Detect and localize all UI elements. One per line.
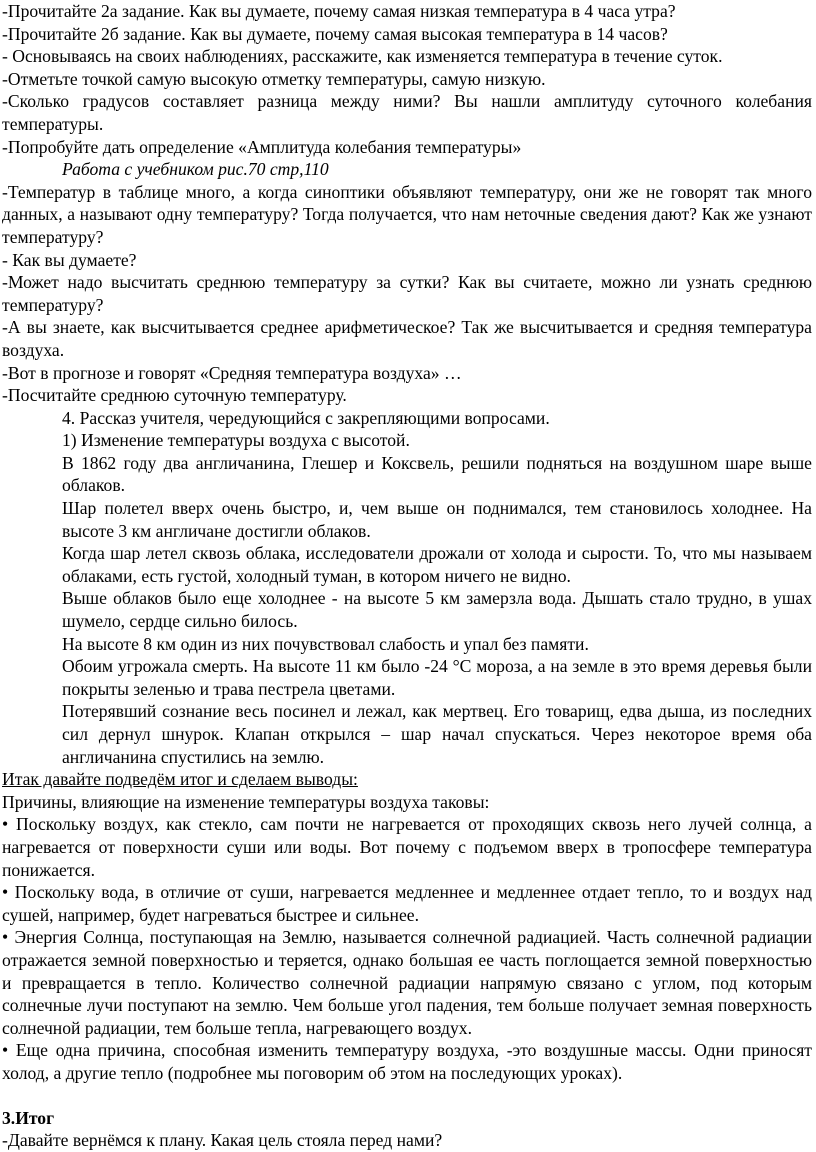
story-paragraph: Когда шар летел сквозь облака, исследователи дрожали от холода и сырости. То, что мы называем облаками, есть густой, холодный туман, в котором ничего не видно. [62,543,812,586]
section-heading: 3.Итог [2,1107,55,1128]
paragraph: - Основываясь на своих наблюдениях, расскажите, как изменяется температура в течение суток. [2,46,723,67]
paragraph: -Температур в таблице много, а когда синоптики объявляют температуру, они же не говорят так много данных, а называют одну температуру? Тогда получается, что нам неточные сведения дают? Как же узнают температуру? [2,181,812,247]
paragraph: -Сколько градусов составляет разница между ними? Вы нашли амплитуду суточного колебания температуры. [2,91,812,134]
story-paragraph: На высоте 8 км один из них почувствовал слабость и упал без памяти. [62,633,589,654]
story-paragraph: Обоим угрожала смерть. На высоте 11 км было -24 °С мороза, а на земле в это время деревья были покрыты зеленью и трава пестрела цветами. [62,656,812,699]
conclusion-paragraph: • Поскольку вода, в отличие от суши, нагревается медленнее и медленнее отдает тепло, то и воздух над сушей, например, будет нагреваться быстрее и сильнее. [2,882,812,925]
paragraph: -Может надо высчитать среднюю температуру за сутки? Как вы считаете, можно ли узнать среднюю температуру? [2,272,812,315]
paragraph: -Вот в прогнозе и говорят «Средняя температура воздуха» … [2,362,462,383]
story-paragraph: 4. Рассказ учителя, чередующийся с закрепляющими вопросами. [62,407,550,428]
story-paragraph: Шар полетел вверх очень быстро, и, чем выше он поднимался, тем становилось холоднее. На высоте 3 км англичане достигли облаков. [62,498,812,541]
conclusion-paragraph: • Еще одна причина, способная изменить температуру воздуха, -это воздушные массы. Одни приносят холод, а другие тепло (подробнее мы поговорим об этом на последующих уроках). [2,1040,812,1083]
paragraph: -Прочитайте 2б задание. Как вы думаете, почему самая высокая температура в 14 часов? [2,23,668,44]
paragraph: -Попробуйте дать определение «Амплитуда колебания температуры» [2,136,522,157]
conclusion-paragraph: • Поскольку воздух, как стекло, сам почти не нагревается от проходящих сквозь него лучей солнца, а нагревается от поверхности суши или воды. Вот почему с подъемом вверх в тропосфере температура понижается. [2,814,812,880]
blank-line [2,1085,812,1107]
paragraph: - Как вы думаете? [2,249,137,270]
paragraph: -Посчитайте среднюю суточную температуру. [2,385,347,406]
paragraph: -А вы знаете, как высчитывается среднее арифметическое? Так же высчитывается и средняя температура воздуха. [2,317,812,360]
story-paragraph: 1) Изменение температуры воздуха с высотой. [62,430,410,451]
paragraph: -Отметьте точкой самую высокую отметку температуры, самую низкую. [2,68,546,89]
conclusion-paragraph: Причины, влияющие на изменение температуры воздуха таковы: [2,791,490,812]
story-paragraph: Потерявший сознание весь посинел и лежал, как мертвец. Его товарищ, едва дыша, из последних сил дернул шнурок. Клапан открылся – шар начал спускаться. Через некоторое время оба англичанина спустились на землю. [62,701,812,767]
paragraph: -Прочитайте 2а задание. Как вы думаете, почему самая низкая температура в 4 часа утра? [2,1,676,21]
final-paragraph: -Давайте вернёмся к плану. Какая цель стояла перед нами? [2,1130,443,1151]
conclusion-heading: Итак давайте подведём итог и сделаем выводы: [2,769,358,790]
story-paragraph: Выше облаков было еще холоднее - на высоте 5 км замерзла вода. Дышать стало трудно, в ушах шумело, сердце сильно билось. [62,588,812,632]
story-paragraph: В 1862 году два англичанина, Глешер и Коксвель, решили подняться на воздушном шаре выше облаков. [62,452,812,496]
conclusion-paragraph: • Энергия Солнца, поступающая на Землю, называется солнечной радиацией. Часть солнечной радиации отражается земной поверхностью и теряется, однако большая ее часть поглощается земной поверхностью и превращается в тепло. Количество солнечной радиации напрямую связано с углом, под которым солнечные лучи поступают на землю. Чем больше угол падения, тем больше получает земная поверхность солнечной радиации, тем больше тепла, нагревающего воздух. [2,927,812,1038]
italic-note: Работа с учебником рис.70 стр,110 [62,159,329,180]
